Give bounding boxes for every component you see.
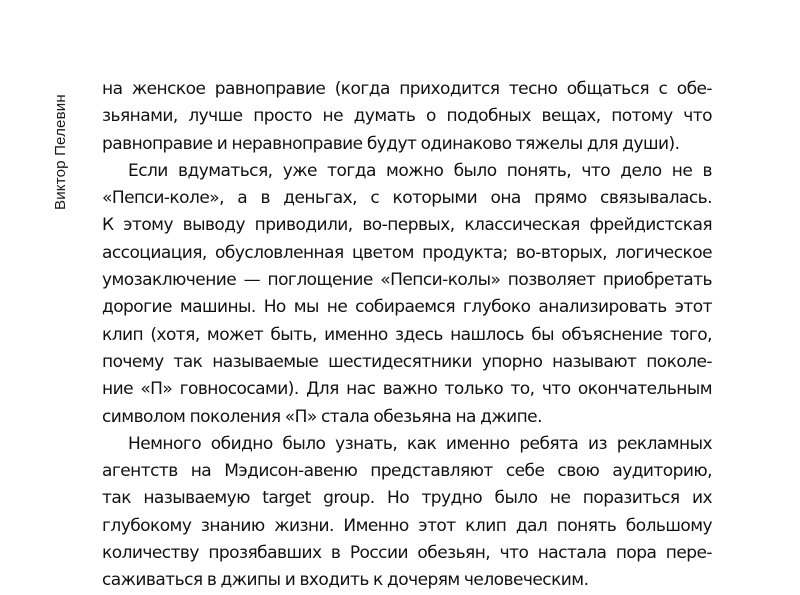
text-line: «Пепси-коле», а в деньгах, с которыми она прямо связывалась. — [102, 188, 712, 209]
text-line: дорогие машины. Но мы не собираемся глубоко анализировать этот — [102, 297, 712, 318]
text-line: равноправие и неравноправие будут одинаково тяжелы для души). — [102, 133, 680, 154]
text-line: глубокому знанию жизни. Именно этот клип дал понять большому — [102, 515, 712, 536]
text-line: символом поколения «П» стала обезьяна на джипе. — [102, 406, 542, 427]
body-text — [102, 76, 712, 595]
paragraph-first-line: Если вдуматься, уже тогда можно было понять, что дело не в — [128, 160, 712, 181]
text-line: клип (хотя, может быть, именно здесь нашлось бы объяснение того, — [102, 324, 712, 345]
text-line: ассоциация, обусловленная цветом продукта; во-вторых, логическое — [102, 242, 712, 263]
text-line: ние «П» говнососами). Для нас важно только то, что окончательным — [102, 379, 712, 400]
text-line: К этому выводу приводили, во-первых, классическая фрейдистская — [102, 215, 712, 236]
text-line: саживаться в джипы и входить к дочерям человеческим. — [102, 570, 589, 591]
running-head — [46, 85, 76, 210]
running-head-author: Виктор Пелевин — [52, 94, 69, 210]
text-line: количеству прозябавших в России обезьян, что настала пора пере- — [102, 543, 712, 564]
paragraph-first-line: Немного обидно было узнать, как именно ребята из рекламных — [128, 433, 712, 454]
text-line: почему так называемые шестидесятники упорно называют поколе- — [102, 351, 712, 372]
text-line: зьянами, лучше просто не думать о подобных вещах, потому что — [102, 106, 712, 127]
text-line: агентств на Мэдисон-авеню представляют себе свою аудиторию, — [102, 461, 712, 482]
text-line: умозаключение — поглощение «Пепси-колы» позволяет приобретать — [102, 270, 712, 291]
text-line: на женское равноправие (когда приходится тесно общаться с обе- — [102, 79, 712, 99]
text-line: так называемую target group. Но трудно было не поразиться их — [102, 488, 712, 509]
